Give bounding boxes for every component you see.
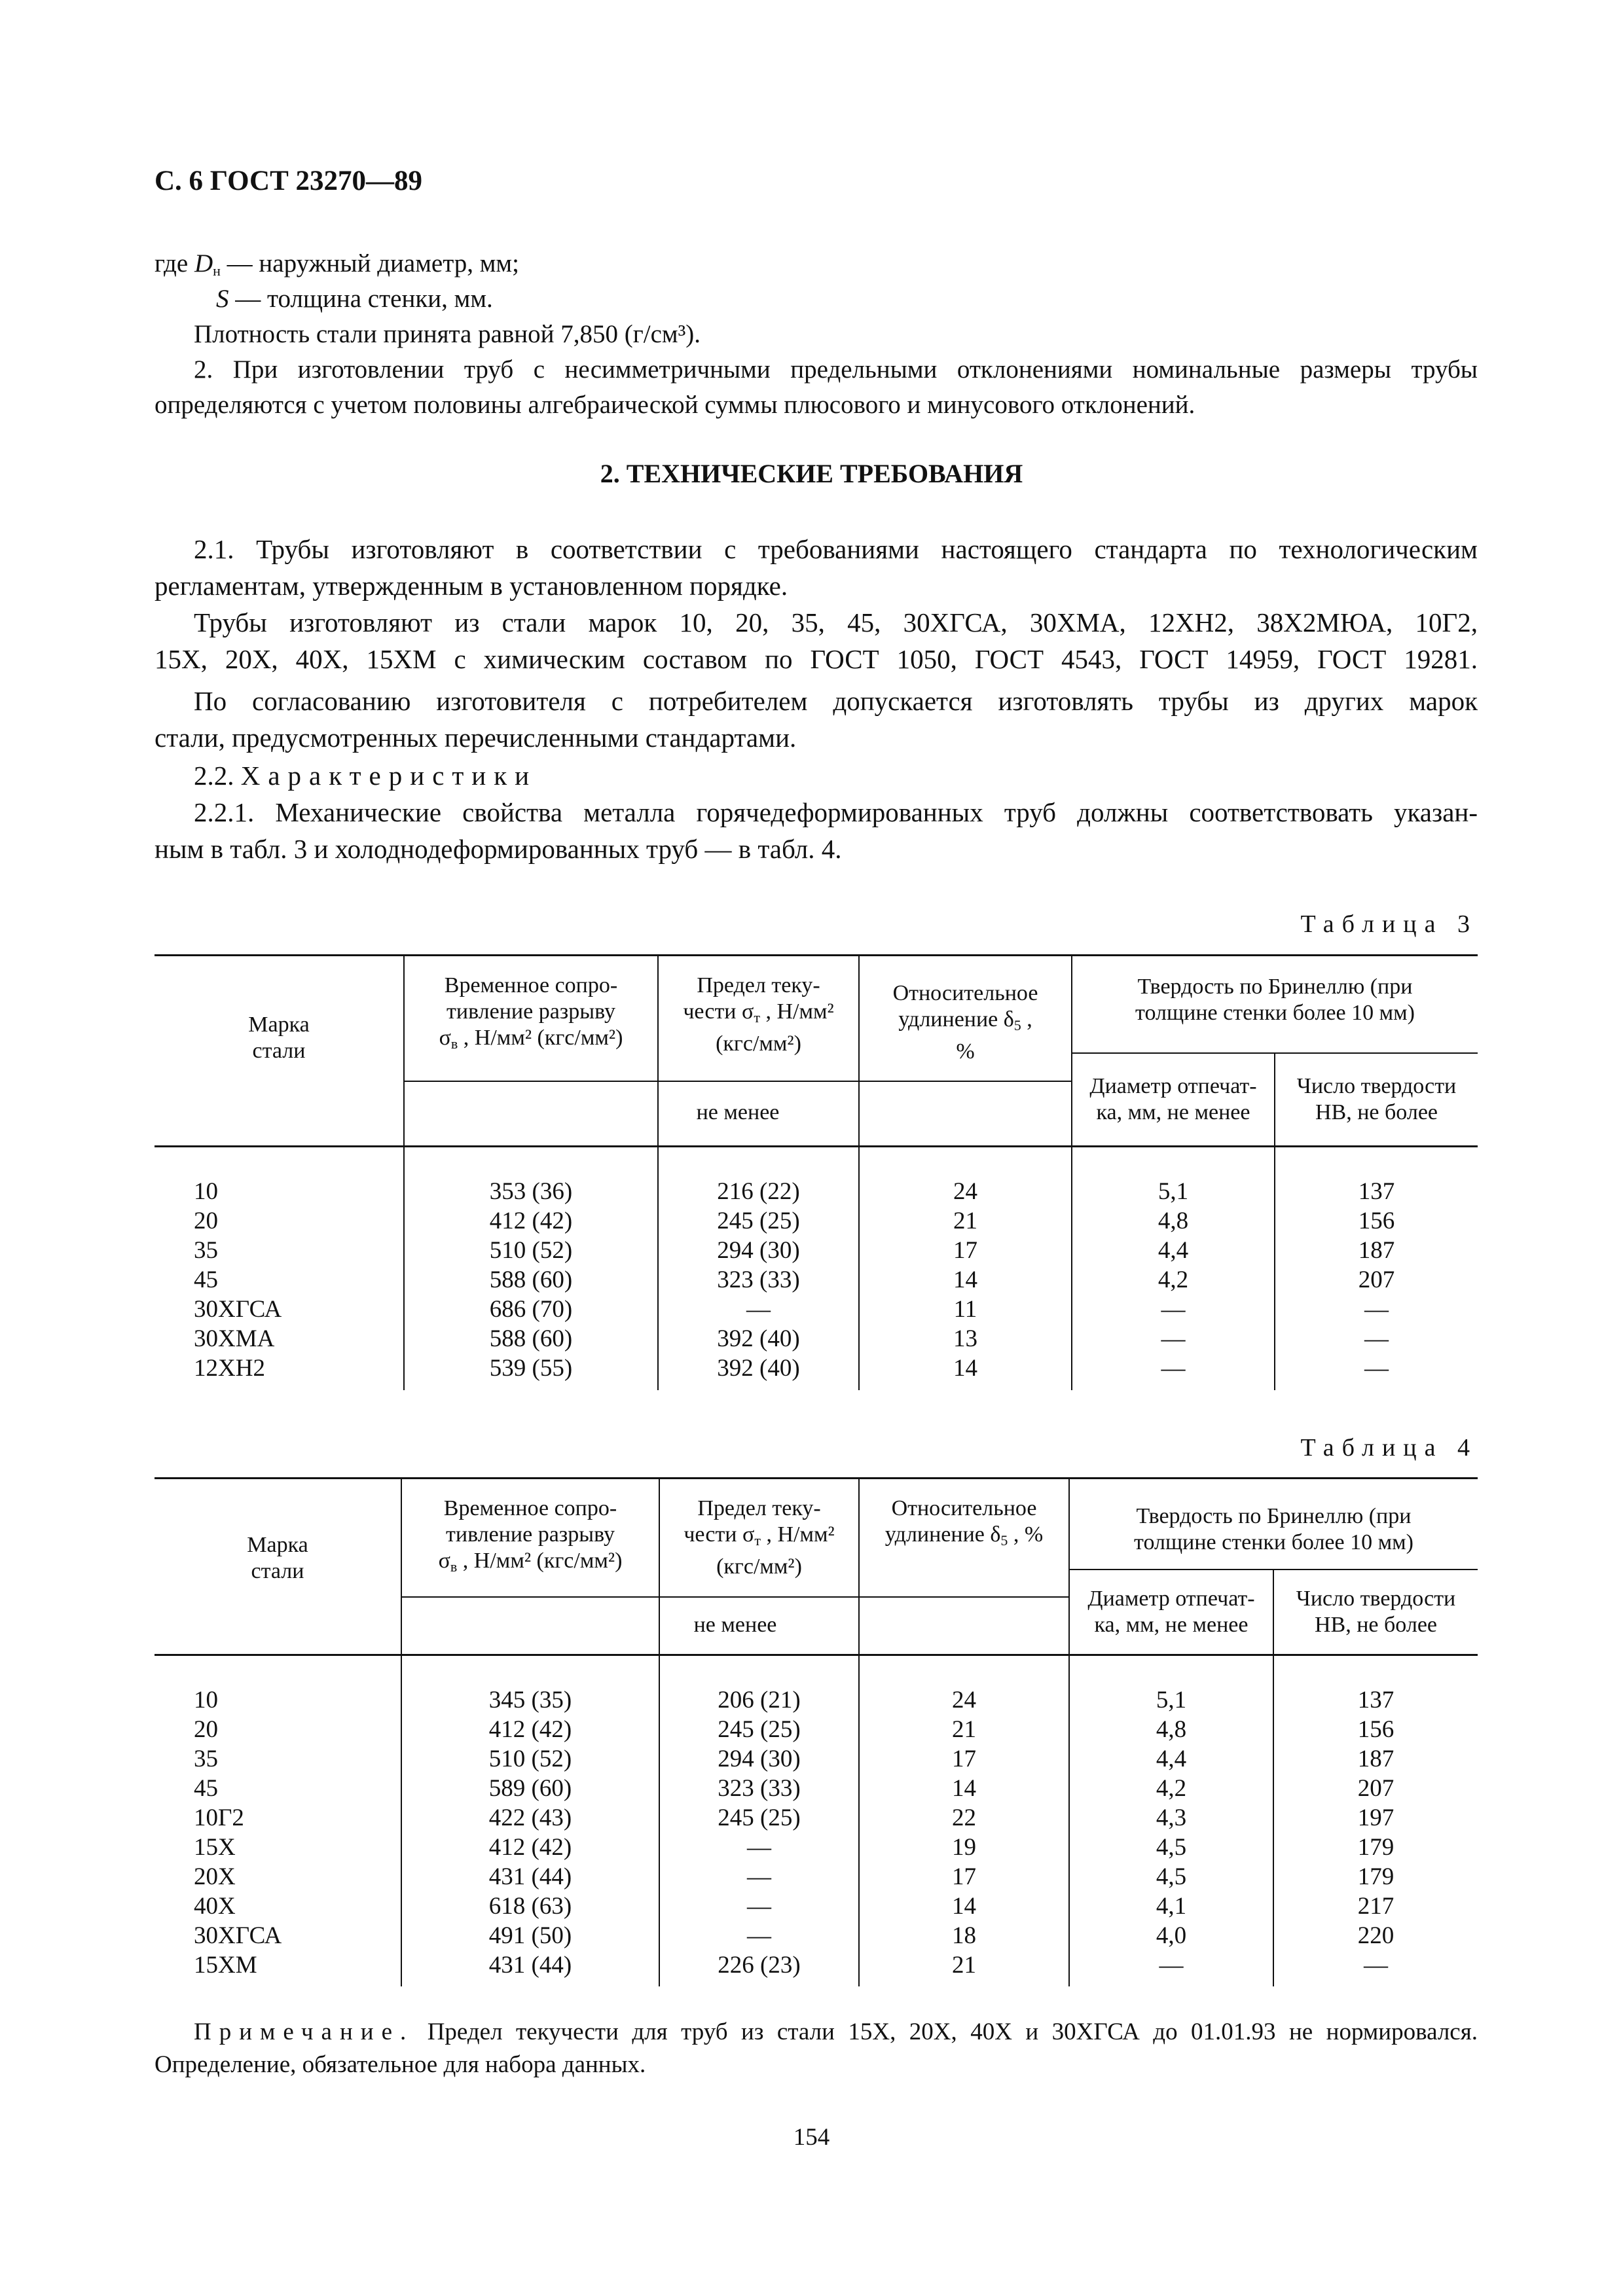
t3-col-hb: 137 156 187 207 — — — bbox=[1358, 1178, 1395, 1382]
t3-header-elongation: Относительное удлинение $\delta_5$ , % bbox=[892, 981, 1038, 1064]
para-2-1-line-2: регламентам, утвержденным в установленном порядке. bbox=[155, 571, 788, 601]
thickness-definition: — толщина стенки, мм. bbox=[228, 285, 493, 313]
note-label: Примечание. bbox=[194, 2018, 414, 2045]
table-4-caption: Таблица 4 bbox=[1300, 1434, 1478, 1462]
t4-col-elongation: 24 21 17 14 22 19 17 14 18 21 bbox=[952, 1687, 976, 1979]
agreement-line-2: стали, предусмотренных перечисленными стандартами. bbox=[155, 723, 797, 753]
t4-col-hb: 137 156 187 207 197 179 179 217 220 — bbox=[1357, 1687, 1395, 1979]
t4-header-yield: Предел теку- чести $\sigma_т$ , Н/мм² (кгс/мм²) bbox=[684, 1496, 835, 1579]
diameter-subscript: н bbox=[213, 262, 221, 279]
t3-header-hb: Число твердости НВ, не более bbox=[1296, 1074, 1457, 1124]
note-text: Предел текучести для труб из стали 15Х, 20Х, 40Х и 30ХГСА до 01.01.93 не нормировался. bbox=[414, 2018, 1478, 2045]
page-number: 154 bbox=[793, 2124, 830, 2151]
t4-col-diameter: 5,1 4,8 4,4 4,2 4,3 4,5 4,5 4,1 4,0 — bbox=[1156, 1687, 1187, 1979]
steel-grades-line-2: 15Х, 20Х, 40Х, 15ХМ с химическим составом по ГОСТ 1050, ГОСТ 4543, ГОСТ 14959, ГОСТ 19281. bbox=[155, 644, 1478, 674]
t3-col-diameter: 5,1 4,8 4,4 4,2 — — — bbox=[1158, 1178, 1189, 1382]
t4-col-tensile: 345 (35) 412 (42) 510 (52) 589 (60) 422 (43) 412 (42) 431 (44) 618 (63) 491 (50) 431 (44) bbox=[488, 1687, 572, 1979]
table-3 bbox=[155, 954, 1478, 1390]
asymmetric-note-line-2: определяются с учетом половины алгебраической суммы плюсового и минусового отклонений. bbox=[155, 391, 1195, 419]
t4-header-brinell: Твердость по Бринеллю (при толщине стенки более 10 мм) bbox=[1134, 1504, 1413, 1554]
table-4 bbox=[155, 1477, 1478, 1986]
t3-col-yield: 216 (22) 245 (25) 294 (30) 323 (33) — 392 (40) 392 (40) bbox=[717, 1178, 800, 1382]
density-line: Плотность стали принята равной 7,850 (г/см³). bbox=[194, 320, 701, 348]
steel-grades-line-1: Трубы изготовляют из стали марок 10, 20, 35, 45, 30ХГСА, 30ХМА, 12ХН2, 38Х2МЮА, 10Г2, bbox=[194, 607, 1478, 637]
t4-header-grade: Марка стали bbox=[247, 1533, 308, 1583]
t4-header-diameter: Диаметр отпечат- ка, мм, не менее bbox=[1087, 1587, 1255, 1637]
t4-col-yield: 206 (21) 245 (25) 294 (30) 323 (33) 245 (25) — — — — 226 (23) bbox=[718, 1687, 801, 1979]
t3-header-grade: Марка стали bbox=[248, 1013, 310, 1063]
asymmetric-note-line-1: 2. При изготовлении труб с несимметричными предельными отклонениями номинальные размеры трубы bbox=[194, 355, 1478, 384]
para-2-2-1-line-2: ным в табл. 3 и холоднодеформированных труб — в табл. 4. bbox=[155, 834, 842, 864]
t4-header-elongation: Относительное удлинение $\delta_5$ , % bbox=[884, 1496, 1044, 1549]
para-2-1-line-1: 2.1. Трубы изготовляют в соответствии с требованиями настоящего стандарта по технологическим bbox=[194, 534, 1478, 564]
thickness-symbol: S bbox=[216, 285, 229, 313]
intro-prefix: где bbox=[155, 249, 194, 278]
t3-header-yield: Предел теку- чести $\sigma_т$ , Н/мм² (кгс/мм²) bbox=[683, 973, 834, 1056]
t3-header-min: не менее bbox=[696, 1100, 780, 1124]
t4-header-tensile: Временное сопро- тивление разрыву $\sigma_в$ , Н/мм² (кгс/мм²) bbox=[438, 1496, 623, 1575]
table-3-caption: Таблица 3 bbox=[1300, 910, 1478, 938]
t4-header-hb: Число твердости НВ, не более bbox=[1296, 1587, 1456, 1637]
note-line-2: Определение, обязательное для набора данных. bbox=[155, 2051, 646, 2078]
agreement-line-1: По согласованию изготовителя с потребителем допускается изготовлять трубы из других марок bbox=[194, 686, 1478, 716]
para-2-2-1-line-1: 2.2.1. Механические свойства металла горячедеформированных труб должны соответствовать указан- bbox=[194, 797, 1478, 827]
diameter-definition: — наружный диаметр, мм; bbox=[220, 249, 519, 278]
t3-col-elongation: 24 21 17 14 11 13 14 bbox=[953, 1178, 977, 1382]
section-title: 2. ТЕХНИЧЕСКИЕ ТРЕБОВАНИЯ bbox=[600, 459, 1023, 488]
t4-header-min: не менее bbox=[693, 1613, 777, 1637]
t3-header-tensile: Временное сопро- тивление разрыву $\sigma_в$ , Н/мм² (кгс/мм²) bbox=[439, 973, 623, 1052]
para-2-2-number: 2.2. bbox=[194, 761, 241, 791]
t3-col-tensile: 353 (36) 412 (42) 510 (52) 588 (60) 686 (70) 588 (60) 539 (55) bbox=[489, 1178, 573, 1382]
intro-line-2 bbox=[216, 280, 493, 318]
t4-col-grade: 10 20 35 45 10Г2 15Х 20Х 40Х 30ХГСА 15ХМ bbox=[194, 1687, 282, 1979]
para-2-2-title: Характеристики bbox=[240, 761, 538, 791]
t3-col-grade: 10 20 35 45 30ХГСА 30ХМА 12ХН2 bbox=[194, 1178, 282, 1382]
page-header: С. 6 ГОСТ 23270—89 bbox=[155, 166, 423, 196]
para-2-2-heading bbox=[194, 757, 537, 795]
diameter-symbol: D bbox=[194, 249, 213, 278]
t3-header-brinell: Твердость по Бринеллю (при толщине стенки более 10 мм) bbox=[1135, 975, 1415, 1025]
t3-header-diameter: Диаметр отпечат- ка, мм, не менее bbox=[1089, 1074, 1257, 1124]
